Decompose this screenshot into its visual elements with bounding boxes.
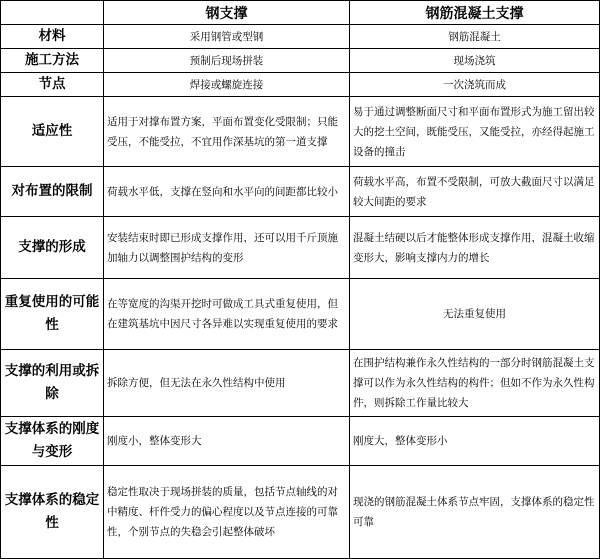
row-label: 支撑体系的稳定性 — [1, 466, 104, 559]
table-row — [1, 350, 600, 417]
corner-cell — [1, 1, 104, 25]
row-label: 支撑体系的刚度与变形 — [1, 417, 104, 466]
steel-cell: 焊接或螺旋连接 — [104, 73, 350, 97]
row-label: 节点 — [1, 73, 104, 97]
table-row — [1, 279, 600, 350]
concrete-cell: 一次浇筑而成 — [350, 73, 600, 97]
steel-cell: 在等宽度的沟渠开挖时可做成工具式重复使用，但在建筑基坑中因尺寸各异难以实现重复使用的要求 — [104, 279, 350, 350]
steel-cell: 拆除方便，但无法在永久性结构中使用 — [104, 350, 350, 417]
row-label: 重复使用的可能性 — [1, 279, 104, 350]
steel-cell: 稳定性取决于现场拼装的质量，包括节点轴线的对中精度、杆件受力的偏心程度以及节点连接的可靠性，个别节点的失稳会引起整体破坏 — [104, 466, 350, 559]
concrete-cell: 钢筋混凝土 — [350, 25, 600, 49]
row-label: 支撑的利用或拆除 — [1, 350, 104, 417]
concrete-cell: 易于通过调整断面尺寸和平面布置形式为施工留出较大的挖土空间，既能受压，又能受拉，亦经得起施工设备的撞击 — [350, 97, 600, 167]
steel-cell: 预制后现场拼装 — [104, 49, 350, 73]
concrete-cell: 现场浇筑 — [350, 49, 600, 73]
concrete-cell: 无法重复使用 — [350, 279, 600, 350]
row-label: 材料 — [1, 25, 104, 49]
table-row — [1, 167, 600, 217]
row-label: 适应性 — [1, 97, 104, 167]
table-row — [1, 466, 600, 559]
table-row — [1, 217, 600, 279]
concrete-cell: 在围护结构兼作永久性结构的一部分时钢筋混凝土支撑可以作为永久性结构的构件；但如不作为永久性构件，则拆除工作量比较大 — [350, 350, 600, 417]
col-header-concrete: 钢筋混凝土支撑 — [350, 1, 600, 25]
concrete-cell: 荷载水平高，布置不受限制，可放大截面尺寸以满足较大间距的要求 — [350, 167, 600, 217]
header-row — [1, 1, 600, 25]
steel-cell: 荷载水平低，支撑在竖向和水平向的间距都比较小 — [104, 167, 350, 217]
concrete-cell: 混凝土结硬以后才能整体形成支撑作用，混凝土收缩变形大，影响支撑内力的增长 — [350, 217, 600, 279]
table-row — [1, 49, 600, 73]
table-row — [1, 25, 600, 49]
concrete-cell: 现浇的钢筋混凝土体系节点牢固，支撑体系的稳定性可靠 — [350, 466, 600, 559]
steel-cell: 刚度小，整体变形大 — [104, 417, 350, 466]
row-label: 施工方法 — [1, 49, 104, 73]
row-label: 支撑的形成 — [1, 217, 104, 279]
row-label: 对布置的限制 — [1, 167, 104, 217]
concrete-cell: 刚度大，整体变形小 — [350, 417, 600, 466]
steel-cell: 适用于对撑布置方案，平面布置变化受限制；只能受压，不能受拉，不宜用作深基坑的第一道支撑 — [104, 97, 350, 167]
steel-cell: 安装结束时即已形成支撑作用，还可以用千斤顶施加轴力以调整围护结构的变形 — [104, 217, 350, 279]
col-header-steel: 钢支撑 — [104, 1, 350, 25]
table-row — [1, 97, 600, 167]
table-row — [1, 417, 600, 466]
table-row — [1, 73, 600, 97]
steel-cell: 采用钢管或型钢 — [104, 25, 350, 49]
